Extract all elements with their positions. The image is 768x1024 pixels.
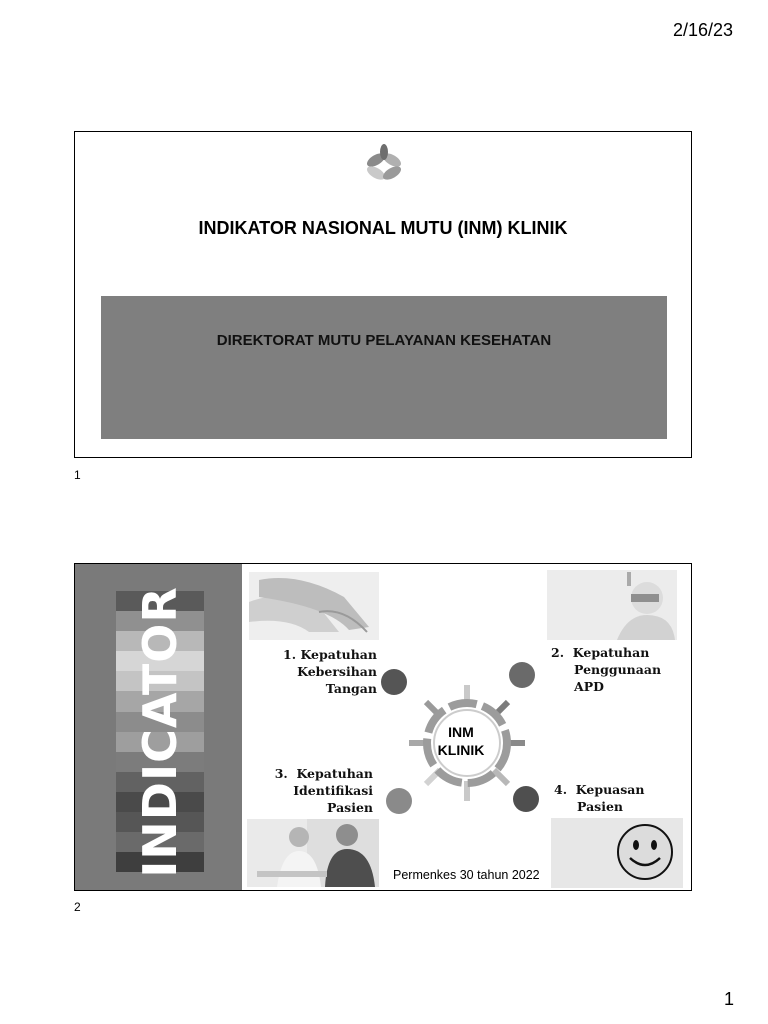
item-4-label: 4. Kepuasan Pasien <box>554 782 645 814</box>
source-note: Permenkes 30 tahun 2022 <box>393 868 540 882</box>
hub-center-label: INM KLINIK <box>437 724 485 758</box>
item-2-label: 2. Kepatuhan Penggunaan APD <box>551 645 662 694</box>
slide-1-title: INDIKATOR NASIONAL MUTU (INM) KLINIK <box>198 218 568 238</box>
ppe-photo <box>547 570 677 640</box>
slide-2 <box>74 563 692 891</box>
node-4-circle <box>511 784 541 814</box>
indicator-word: INDICATOR <box>133 586 187 878</box>
hand-washing-photo <box>249 572 379 640</box>
item-3-label: 3. Kepatuhan Identifikasi Pasien <box>274 766 373 815</box>
smiley-photo <box>551 818 683 888</box>
item-1-label: 1. Kepatuhan Kebersihan Tangan <box>283 647 377 696</box>
indicator-panel <box>75 564 242 890</box>
kemenkes-logo-icon <box>361 142 407 188</box>
slide-1-subtitle: DIREKTORAT MUTU PELAYANAN KESEHATAN <box>216 332 552 349</box>
slide-1-number: 1 <box>74 468 81 482</box>
doctor-patient-photo <box>247 819 379 887</box>
page-number: 1 <box>723 989 734 1009</box>
header-date: 2/16/23 <box>672 20 733 40</box>
node-2-circle <box>507 660 537 690</box>
subtitle-box <box>101 296 667 439</box>
node-1-circle <box>379 667 409 697</box>
node-3-circle <box>384 786 414 816</box>
slide-1 <box>74 131 692 458</box>
slide-2-number: 2 <box>74 900 81 914</box>
